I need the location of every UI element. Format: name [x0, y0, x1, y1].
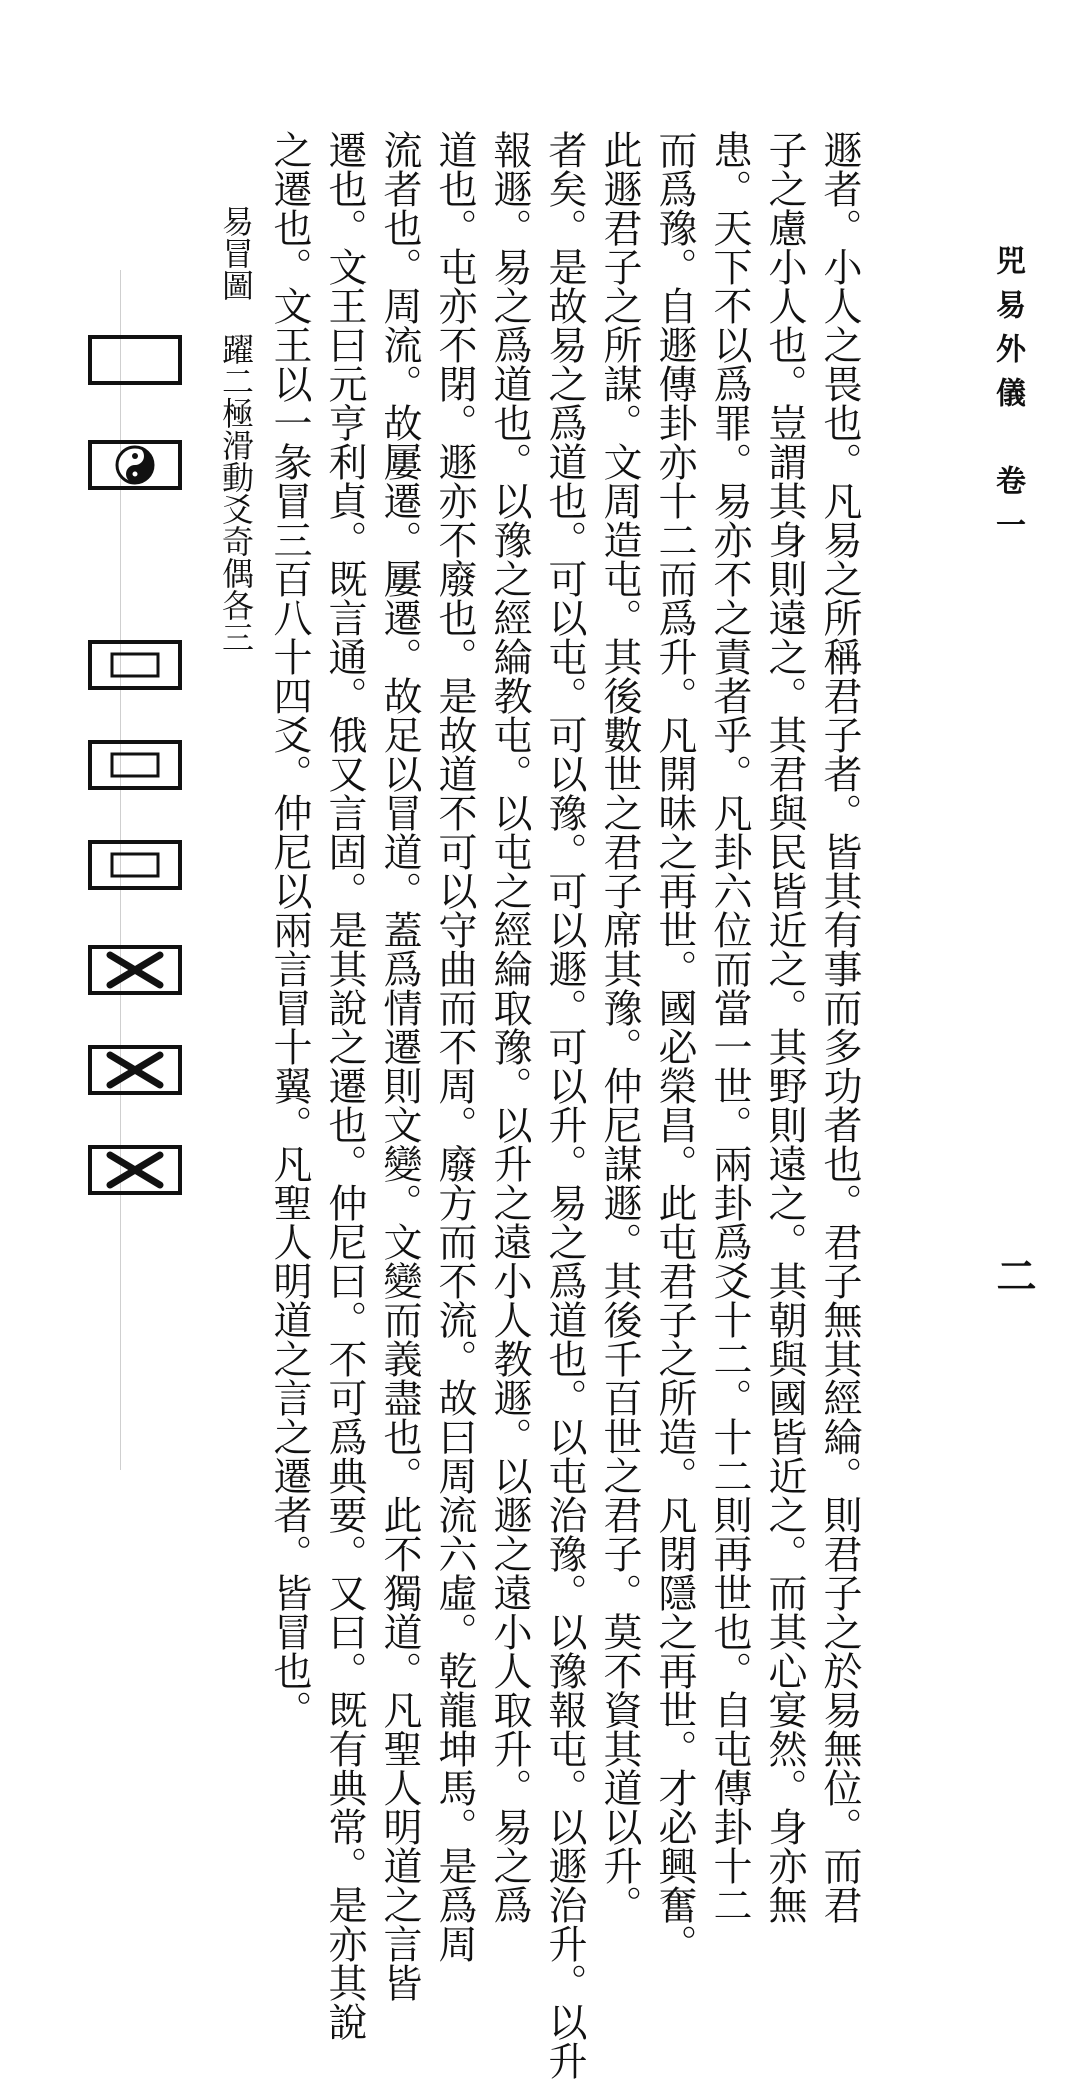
text-column-10: 遷也。文王曰元亨利貞。既言通。俄又言固。是其說之遷也。仲尼曰。不可爲典要。又曰。既有典常。是亦其說: [322, 130, 367, 2041]
text-column-1: 遯者。小人之畏也。凡易之所稱君子者。皆其有事而多功者也。君子無其經綸。則君子之於易無位。而君: [817, 130, 862, 1924]
even-line-frame-1-icon: [88, 945, 182, 995]
diagram-caption: 易冒圖 躍二極滑動爻奇偶各三: [217, 205, 255, 653]
odd-line-frame-1-icon: [88, 640, 182, 690]
odd-line-frame-3-icon: [88, 840, 182, 890]
even-line-frame-2-icon: [88, 1045, 182, 1095]
page-number: 二: [990, 1255, 1037, 1295]
blank-frame-icon: [88, 335, 182, 385]
text-column-3: 患。天下不以爲罪。易亦不之責者乎。凡卦六位而當一世。兩卦爲爻十二。十二則再世也。自屯傳卦十二: [707, 130, 752, 1924]
taiji-icon: [88, 440, 182, 490]
even-line-frame-3-icon: [88, 1145, 182, 1195]
text-column-4: 而爲豫。自遯傳卦亦十二而爲升。凡開昧之再世。國必榮昌。此屯君子之所造。凡閉隱之再世。才必興奮。: [652, 130, 697, 1963]
text-column-6: 者矣。是故易之爲道也。可以屯。可以豫。可以遯。可以升。易之爲道也。以屯治豫。以豫報屯。以遯治升。以升: [542, 130, 587, 2080]
text-column-8: 道也。屯亦不閉。遯亦不廢也。是故道不可以守曲而不周。廢方而不流。故曰周流六虛。乾龍坤馬。是爲周: [432, 130, 477, 1963]
diagram-column: [0, 0, 260, 1742]
text-column-9: 流者也。周流。故屢遷。屢遷。故足以冒道。蓋爲情遷則文變。文變而義盡也。此不獨道。凡聖人明道之言皆: [377, 130, 422, 2002]
running-header: 兕易外儀 卷一: [990, 245, 1025, 553]
text-column-7: 報遯。易之爲道也。以豫之經綸教屯。以屯之經綸取豫。以升之遠小人教遯。以遯之遠小人取升。易之爲: [487, 130, 532, 1924]
text-column-2: 子之慮小人也。豈謂其身則遠之。其君與民皆近之。其野則遠之。其朝與國皆近之。而其心宴然。身亦無: [762, 130, 807, 1924]
odd-line-frame-2-icon: [88, 740, 182, 790]
text-column-11: 之遷也。文王以一彖冒三百八十四爻。仲尼以兩言冒十翼。凡聖人明道之言之遷者。皆冒也。: [267, 130, 312, 1729]
text-column-5: 此遯君子之所謀。文周造屯。其後數世之君子席其豫。仲尼謀遯。其後千百世之君子。莫不資其道以升。: [597, 130, 642, 1924]
